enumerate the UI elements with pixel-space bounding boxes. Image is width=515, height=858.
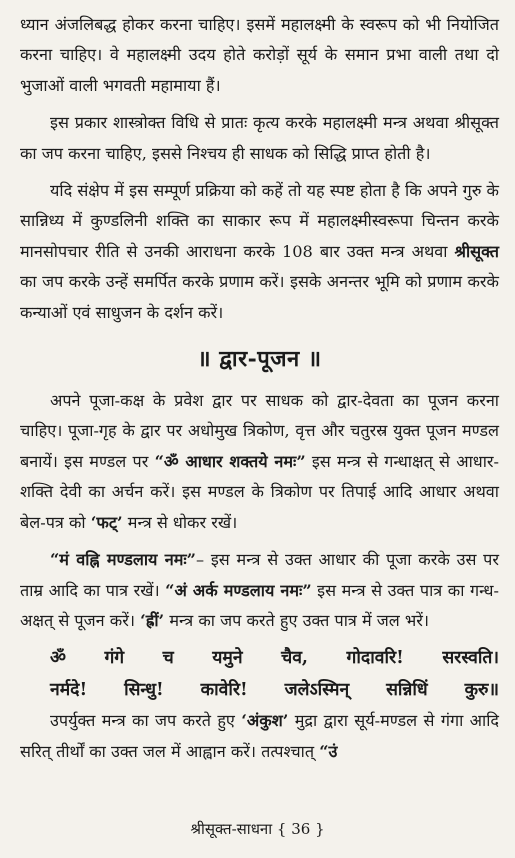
mantra-line-1: ॐ गंगे च यमुने चैव, गोदावरि! सरस्वति। bbox=[50, 648, 499, 669]
mantra-line-2: नर्मदे! सिन्धु! कावेरि! जलेऽस्मिन् सन्निधिं कुरु॥ bbox=[50, 680, 499, 701]
bold-mantra-start: “उं bbox=[319, 741, 338, 761]
paragraph-sankshep bbox=[20, 176, 499, 328]
text-segment: मन्त्र से धोकर रखें। bbox=[122, 512, 238, 532]
paragraph-dhyana: ध्यान अंजलिबद्ध होकर करना चाहिए। इसमें महालक्ष्मी के स्वरूप को भी नियोजित करना चाहिए। वे महालक्ष्मी उदय होते करोड़ों सूर्य के समान प्रभा वाली तथा दो भुजाओं वाली भगवती महामाया हैं। bbox=[20, 15, 499, 95]
bold-mantra-hreem: ‘ह्रीं’ bbox=[140, 610, 165, 630]
bold-term-ankush: ‘अंकुश’ bbox=[241, 711, 289, 731]
page-footer bbox=[0, 819, 515, 839]
bold-term-shrisukt: श्रीसूक्त bbox=[454, 241, 499, 261]
bold-mantra-phat: ‘फट्’ bbox=[90, 512, 123, 532]
paragraph-dwar-pujan bbox=[20, 386, 499, 538]
text-segment: उपर्युक्त मन्त्र का जप करते हुए bbox=[50, 711, 242, 731]
text-segment: – इस मन्त्र से उक्त आधार की पूजा करके उस पर ताम्र आदि का पात्र रखें। bbox=[20, 550, 499, 600]
bold-mantra-vahni: “मं वह्नि मण्डलाय नमः” bbox=[50, 550, 196, 570]
section-heading: ॥ द्वार-पूजन ॥ bbox=[197, 346, 322, 373]
text-segment: मुद्रा द्वारा सूर्य-मण्डल से गंगा आदि सरित् तीर्थों का उक्त जल में आह्वान करें। तत्पश्चात् bbox=[20, 711, 499, 761]
paragraph-shastrokt: इस प्रकार शास्त्रोक्त विधि से प्रातः कृत्य करके महालक्ष्मी मन्त्र अथवा श्रीसूक्त का जप करना चाहिए, इससे निश्चय ही साधक को सिद्धि प्राप्त होती है। bbox=[20, 113, 499, 163]
text-segment: इस मन्त्र से उक्त पात्र का गन्ध-अक्षत् से पूजन करें। bbox=[20, 580, 499, 630]
text-segment: का जप करके उन्हें समर्पित करके प्रणाम करें। इसके अनन्तर भूमि को प्रणाम करके कन्याओं एवं साधुजन के दर्शन करें। bbox=[20, 272, 499, 322]
footer-page-number: { 36 } bbox=[276, 820, 325, 838]
bold-mantra-adhar: “ॐ आधार शक्तये नमः” bbox=[154, 451, 306, 471]
text-segment: यदि संक्षेप में इस सम्पूर्ण प्रक्रिया को कहें तो यह स्पष्ट होता है कि अपने गुरु के सान्निध्य में कुण्डलिनी शक्ति का साकार रूप में महालक्ष्मीस्वरूपा चिन्तन करके मानसोपचार रीति से उनकी आराधना करके 108 बार उक्त मन्त्र अथवा bbox=[20, 181, 499, 261]
paragraph-vahni-mandal bbox=[20, 545, 499, 636]
text-segment: इस मन्त्र से गन्धाक्षत् से आधार-शक्ति देवी का अर्चन करें। इस मण्डल के त्रिकोण पर तिपाई आदि आधार अथवा बेल-पत्र को bbox=[20, 451, 499, 532]
text-segment: अपने पूजा-कक्ष के प्रवेश द्वार पर साधक को द्वार-देवता का पूजन करना चाहिए। पूजा-गृह के द्वार पर अधोमुख त्रिकोण, वृत्त और चतुरस्र युक्त पूजन मण्डल बनायें। इस मण्डल पर bbox=[20, 391, 499, 471]
bold-mantra-ark: “अं अर्क मण्डलाय नमः” bbox=[165, 580, 312, 600]
paragraph-ankush bbox=[20, 706, 499, 767]
text-segment: मन्त्र का जप करते हुए उक्त पात्र में जल भरें। bbox=[164, 610, 430, 630]
footer-book-title: श्रीसूक्त-साधना bbox=[190, 820, 273, 838]
